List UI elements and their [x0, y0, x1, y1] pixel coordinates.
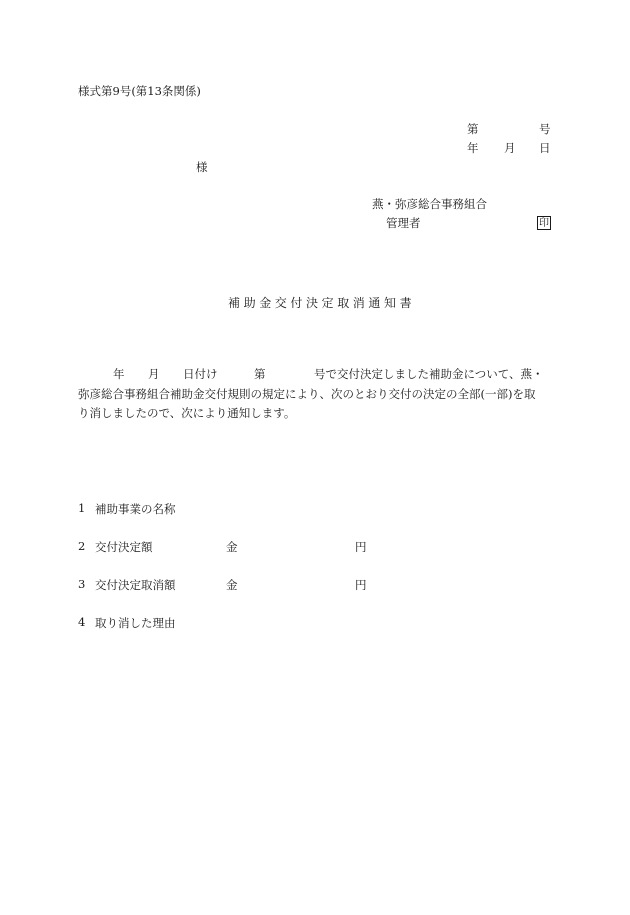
body-line-3: り消しましたので、次により通知します。 [78, 406, 296, 420]
item-number: 4 [78, 615, 86, 629]
item-number: 3 [78, 577, 86, 591]
body-month: 月 [148, 367, 160, 381]
amount-yen: 円 [355, 540, 367, 554]
body-dated: 日付け [183, 367, 218, 381]
doc-number-suffix: 号 [539, 122, 551, 136]
item-label: 補助事業の名称 [95, 502, 176, 516]
form-label: 様式第9号(第13条関係) [78, 84, 201, 98]
item-label: 交付決定額 [95, 540, 153, 554]
amount-yen: 円 [355, 578, 367, 592]
amount-kin: 金 [226, 578, 238, 592]
issuer-organization: 燕・弥彦総合事務組合 [372, 197, 487, 211]
item-label: 取り消した理由 [95, 616, 176, 630]
item-number: 1 [78, 501, 86, 515]
date-year: 年 [467, 141, 479, 155]
amount-kin: 金 [226, 540, 238, 554]
body-year: 年 [113, 367, 125, 381]
date-month: 月 [504, 141, 516, 155]
document-title: 補助金交付決定取消通知書 [228, 296, 416, 310]
item-label: 交付決定取消額 [95, 578, 176, 592]
body-number-prefix: 第 [254, 367, 266, 381]
seal-stamp: 印 [539, 218, 549, 229]
body-line-2: 弥彦総合事務組合補助金交付規則の規定により、次のとおり交付の決定の全部(一部)を取 [78, 387, 536, 401]
body-line-1-rest: 号で交付決定しました補助金について、燕・ [314, 367, 544, 381]
issuer-role: 管理者 [386, 216, 421, 230]
item-number: 2 [78, 539, 86, 553]
doc-number-prefix: 第 [467, 122, 479, 136]
addressee-honorific: 様 [196, 160, 208, 174]
date-day: 日 [539, 141, 551, 155]
